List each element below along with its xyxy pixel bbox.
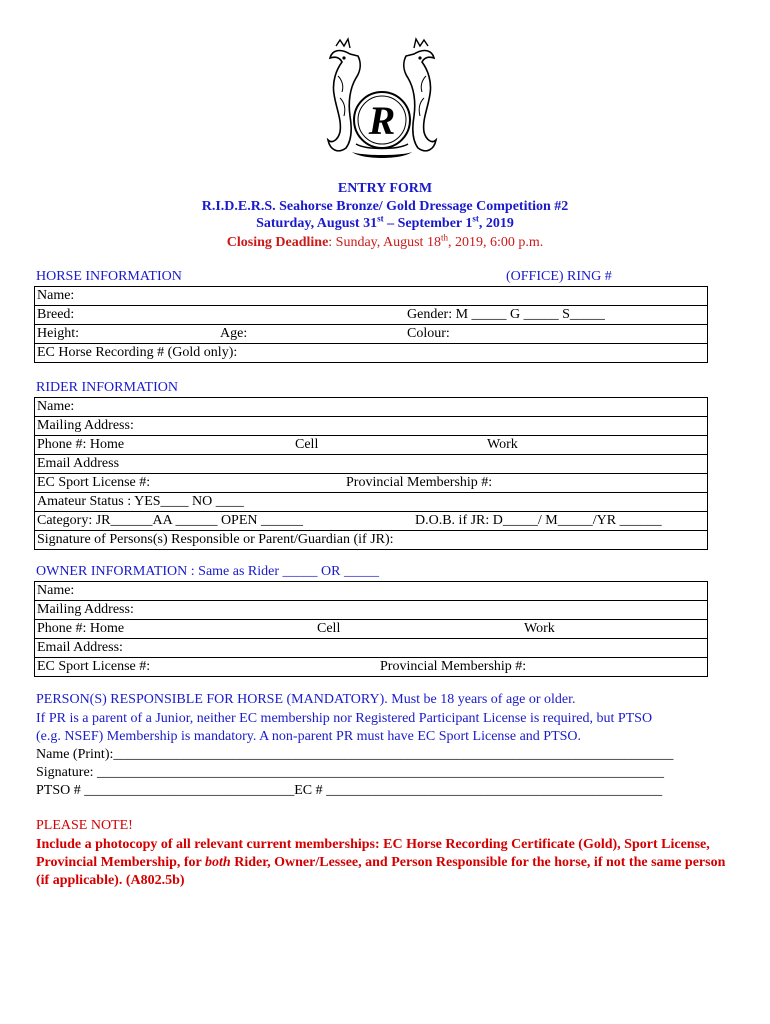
date-sup2: st [472, 213, 479, 224]
closing-deadline [0, 232, 770, 251]
owner-address-row[interactable] [35, 601, 707, 620]
owner-email-label: Email Address: [37, 640, 123, 655]
rider-section-heading: RIDER INFORMATION [36, 380, 178, 395]
logo-letter: R [368, 98, 396, 143]
date-mid: – September 1 [383, 216, 473, 231]
rider-email-row[interactable] [35, 455, 707, 474]
owner-license-label: EC Sport License #: [37, 659, 151, 674]
pr-ptso-ec-field[interactable]: PTSO # ______________________________EC # ________________________________________________ [36, 783, 663, 798]
rider-name-label: Name: [37, 399, 75, 414]
pr-heading: PERSON(S) RESPONSIBLE FOR HORSE (MANDATORY). Must be 18 years of age or older. [36, 692, 576, 707]
horse-age-label: Age: [220, 326, 248, 341]
note-text-italic: both [205, 855, 231, 870]
rider-amateur-label: Amateur Status : YES____ NO ____ [37, 494, 244, 509]
deadline-text: : Sunday, August 18 [328, 235, 441, 250]
pr-name-print-field[interactable]: Name (Print):________________________________________________________________________________ [36, 747, 674, 762]
horse-breed-label: Breed: [37, 307, 75, 322]
rider-category-row[interactable] [35, 512, 707, 531]
date-prefix: Saturday, August 31 [256, 216, 378, 231]
owner-phone-work-label: Work [524, 621, 555, 636]
riders-seahorse-logo [322, 36, 442, 164]
owner-address-label: Mailing Address: [37, 602, 134, 617]
owner-info-box [34, 581, 708, 677]
rider-email-label: Email Address [37, 456, 120, 471]
pr-note-line2: (e.g. NSEF) Membership is mandatory. A non-parent PR must have EC Sport License and PTSO. [36, 729, 582, 744]
horse-recording-label: EC Horse Recording # (Gold only): [37, 345, 238, 360]
pr-note-line1: If PR is a parent of a Junior, neither EC membership nor Registered Participant License is required, but PTSO [36, 711, 653, 726]
horse-breed-row[interactable] [35, 306, 707, 325]
horse-name-label: Name: [37, 288, 75, 303]
horse-recording-row[interactable] [35, 344, 707, 362]
horse-heading-label: HORSE INFORMATION [36, 269, 182, 284]
rider-provincial-label: Provincial Membership #: [346, 475, 493, 490]
owner-section-heading: OWNER INFORMATION : Same as Rider _____ OR _____ [36, 564, 379, 579]
note-heading: PLEASE NOTE! [36, 818, 133, 833]
competition-title: R.I.D.E.R.S. Seahorse Bronze/ Gold Dressage Competition #2 [201, 199, 569, 214]
horse-colour-label: Colour: [407, 326, 450, 341]
rider-license-label: EC Sport License #: [37, 475, 151, 490]
owner-phone-row[interactable] [35, 620, 707, 639]
rider-phone-work-label: Work [487, 437, 518, 452]
horse-name-row[interactable] [35, 287, 707, 306]
office-ring-label: (OFFICE) RING # [506, 269, 612, 284]
note-text [36, 836, 736, 890]
deadline-sup: th [440, 232, 448, 243]
note-text-part2: Rider, Owner/Lessee, and Person Responsible for the horse, if not the same person (if applicable). (A802.5b) [36, 855, 726, 888]
owner-name-label: Name: [37, 583, 75, 598]
competition-date [0, 213, 770, 232]
rider-signature-row[interactable] [35, 531, 707, 549]
rider-info-box [34, 397, 708, 550]
deadline-label: Closing Deadline [226, 235, 329, 250]
rider-address-label: Mailing Address: [37, 418, 134, 433]
owner-name-row[interactable] [35, 582, 707, 601]
horse-height-label: Height: [37, 326, 79, 341]
rider-signature-label: Signature of Persons(s) Responsible or Parent/Guardian (if JR): [37, 532, 394, 547]
owner-provincial-label: Provincial Membership #: [380, 659, 527, 674]
horse-gender-label: Gender: M _____ G _____ S_____ [407, 307, 605, 322]
horse-height-row[interactable] [35, 325, 707, 344]
rider-dob-label: D.O.B. if JR: D_____/ M_____/YR ______ [415, 513, 662, 528]
date-sup1: st [377, 213, 384, 224]
form-title: ENTRY FORM [337, 181, 433, 196]
rider-license-row[interactable] [35, 474, 707, 493]
owner-email-row[interactable] [35, 639, 707, 658]
owner-phone-home-label: Phone #: Home [37, 621, 125, 636]
rider-phone-home-label: Phone #: Home [37, 437, 125, 452]
horse-info-box [34, 286, 708, 363]
note-text-part1: Include a photocopy of all relevant current memberships: EC Horse Recording Certificate (Gold), Sport License, Provincial Membership, for [36, 837, 710, 870]
deadline-suffix: , 2019, 6:00 p.m. [447, 235, 544, 250]
rider-amateur-row[interactable] [35, 493, 707, 512]
rider-address-row[interactable] [35, 417, 707, 436]
owner-license-row[interactable] [35, 658, 707, 676]
horse-section-heading [36, 269, 708, 285]
pr-signature-field[interactable]: Signature: _________________________________________________________________________________ [36, 765, 665, 780]
rider-name-row[interactable] [35, 398, 707, 417]
date-suffix: , 2019 [478, 216, 514, 231]
owner-phone-cell-label: Cell [317, 621, 341, 636]
rider-category-label: Category: JR______AA ______ OPEN ______ [37, 513, 303, 528]
rider-phone-cell-label: Cell [295, 437, 319, 452]
rider-phone-row[interactable] [35, 436, 707, 455]
